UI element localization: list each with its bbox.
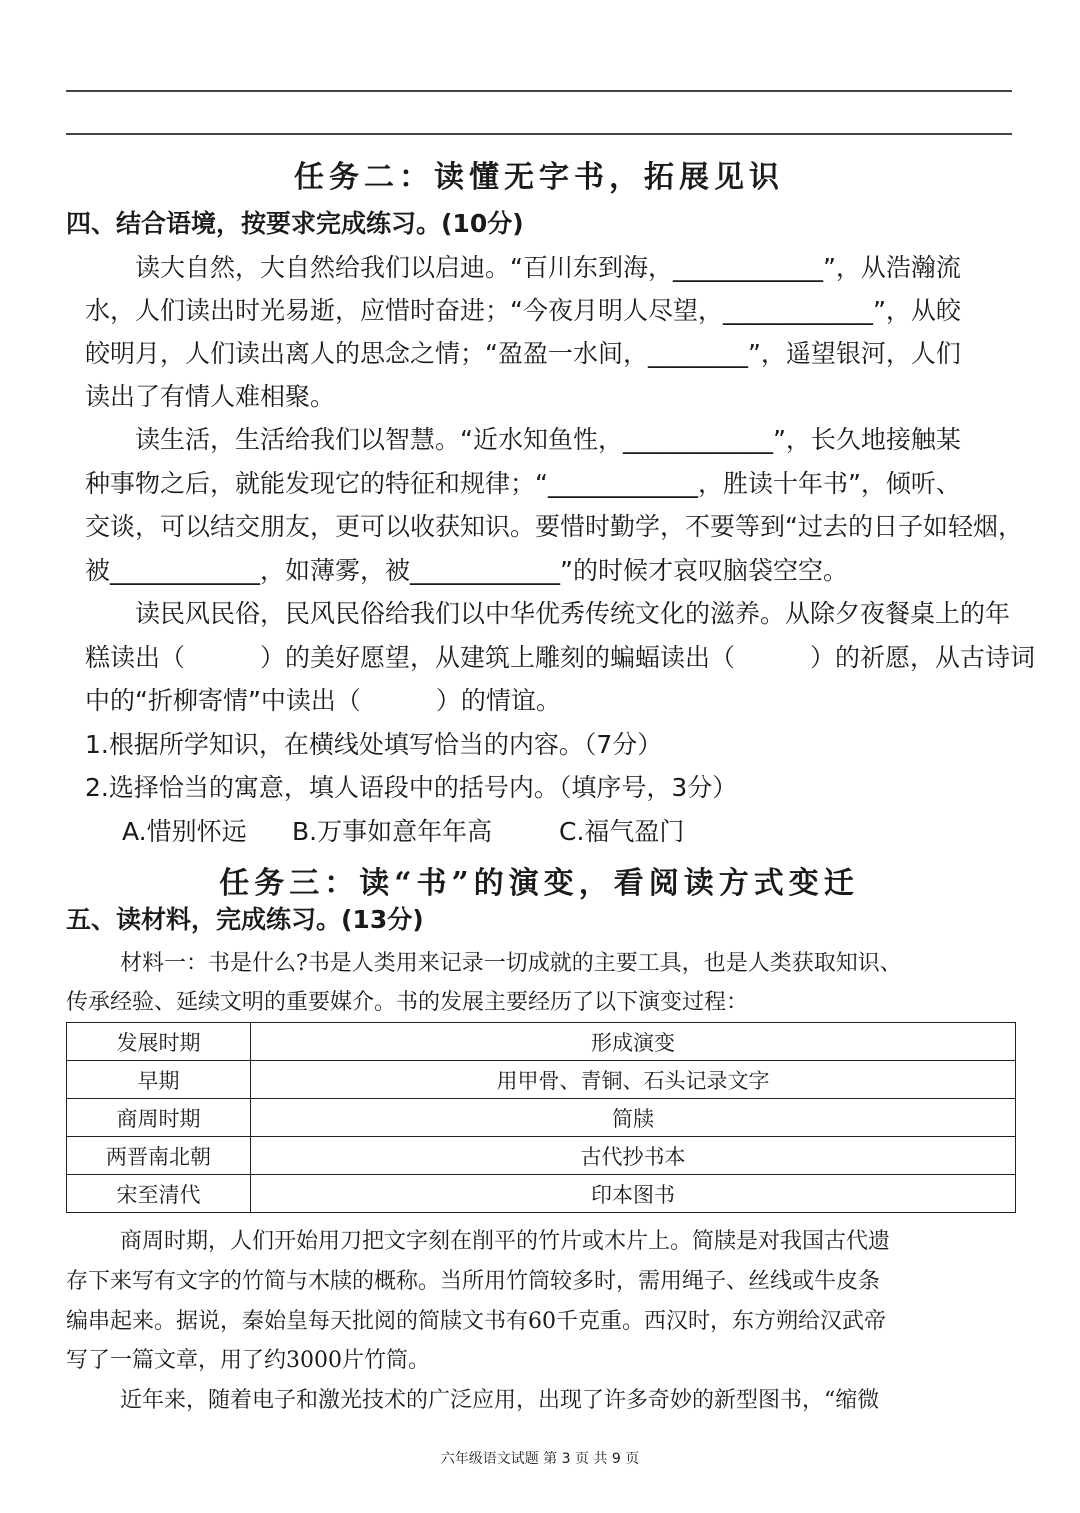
table-cell: 简牍 xyxy=(251,1099,1016,1137)
q4-options xyxy=(122,812,1052,848)
answer-line-1 xyxy=(66,90,1012,92)
option-b: B.万事如意年年高 xyxy=(292,817,493,846)
q4-paragraph-line: 读出了有情人难相聚。 xyxy=(85,382,336,411)
material-text-line: 近年来，随着电子和激光技术的广泛应用，出现了许多奇妙的新型图书，“缩微 xyxy=(120,1388,880,1413)
material-text-line: 编串起来。据说，秦始皇每天批阅的简牍文书有60千克重。西汉时，东方朔给汉武帝 xyxy=(66,1309,886,1334)
q4-paragraph-line: 中的“折柳寄情”中读出（ ）的情谊。 xyxy=(85,686,561,715)
table-cell: 印本图书 xyxy=(251,1175,1016,1213)
table-cell: 两晋南北朝 xyxy=(67,1137,251,1175)
answer-line-2 xyxy=(66,133,1012,135)
material-text-line: 写了一篇文章，用了约3000片竹筒。 xyxy=(66,1348,430,1373)
q4-subquestion-2: 2.选择恰当的寓意，填人语段中的括号内。（填序号，3分） xyxy=(85,773,738,802)
table-row xyxy=(67,1175,1016,1213)
material1-line: 材料一：书是什么?书是人类用来记录一切成就的主要工具，也是人类获取知识、 xyxy=(120,951,902,976)
table-cell: 宋至清代 xyxy=(67,1175,251,1213)
q4-paragraph-line: 读民风民俗，民风民俗给我们以中华优秀传统文化的滋养。从除夕夜餐桌上的年 xyxy=(135,599,1011,628)
task2-title: 任务二：读懂无字书，拓展见识 xyxy=(294,160,784,195)
q4-paragraph-line: 糕读出（ ）的美好愿望，从建筑上雕刻的蝙蝠读出（ ）的祈愿，从古诗词 xyxy=(85,643,1036,672)
option-a: A.惜别怀远 xyxy=(122,817,247,846)
q4-paragraph-line: 读生活，生活给我们以智慧。“近水知鱼性，____________”，长久地接触某 xyxy=(135,425,961,454)
table-row xyxy=(67,1137,1016,1175)
table-header-row xyxy=(67,1023,1016,1061)
table-header: 发展时期 xyxy=(67,1023,251,1061)
table-header: 形成演变 xyxy=(251,1023,1016,1061)
book-evolution-table xyxy=(66,1022,1016,1213)
question4-heading: 四、结合语境，按要求完成练习。(10分) xyxy=(66,209,524,238)
q4-paragraph-line: 水，人们读出时光易逝，应惜时奋进；“今夜月明人尽望，____________”，从皎 xyxy=(85,296,961,325)
task3-title: 任务三：读“书”的演变，看阅读方式变迁 xyxy=(219,866,859,901)
table-cell: 早期 xyxy=(67,1061,251,1099)
material1-line: 传承经验、延续文明的重要媒介。书的发展主要经历了以下演变过程： xyxy=(66,990,749,1015)
q4-paragraph-line: 被____________，如薄雾，被____________”的时候才哀叹脑袋空空。 xyxy=(85,556,848,585)
question5-heading: 五、读材料，完成练习。(13分) xyxy=(66,905,424,934)
q4-paragraph-line: 读大自然，大自然给我们以启迪。“百川东到海，____________”，从浩瀚流 xyxy=(135,253,961,282)
q4-subquestion-1: 1.根据所学知识，在横线处填写恰当的内容。（7分） xyxy=(85,730,663,759)
q4-paragraph-line: 种事物之后，就能发现它的特征和规律；“____________，胜读十年书”，倾听、 xyxy=(85,469,961,498)
material-text-line: 商周时期，人们开始用刀把文字刻在削平的竹片或木片上。简牍是对我国古代遗 xyxy=(120,1229,891,1254)
page-footer: 六年级语文试题 第 3 页 共 9 页 xyxy=(440,1451,640,1467)
option-c: C.福气盈门 xyxy=(559,817,685,846)
material-text-line: 存下来写有文字的竹简与木牍的概称。当所用竹筒较多时，需用绳子、丝线或牛皮条 xyxy=(66,1269,881,1294)
table-cell: 古代抄书本 xyxy=(251,1137,1016,1175)
table-row xyxy=(67,1061,1016,1099)
q4-paragraph-line: 交谈，可以结交朋友，更可以收获知识。要惜时勤学，不要等到“过去的日子如轻烟， xyxy=(85,512,1023,541)
q4-paragraph-line: 皎明月，人们读出离人的思念之情；“盈盈一水间，________”，遥望银河，人们 xyxy=(85,339,961,368)
table-cell: 用甲骨、青铜、石头记录文字 xyxy=(251,1061,1016,1099)
table-row xyxy=(67,1099,1016,1137)
table-cell: 商周时期 xyxy=(67,1099,251,1137)
